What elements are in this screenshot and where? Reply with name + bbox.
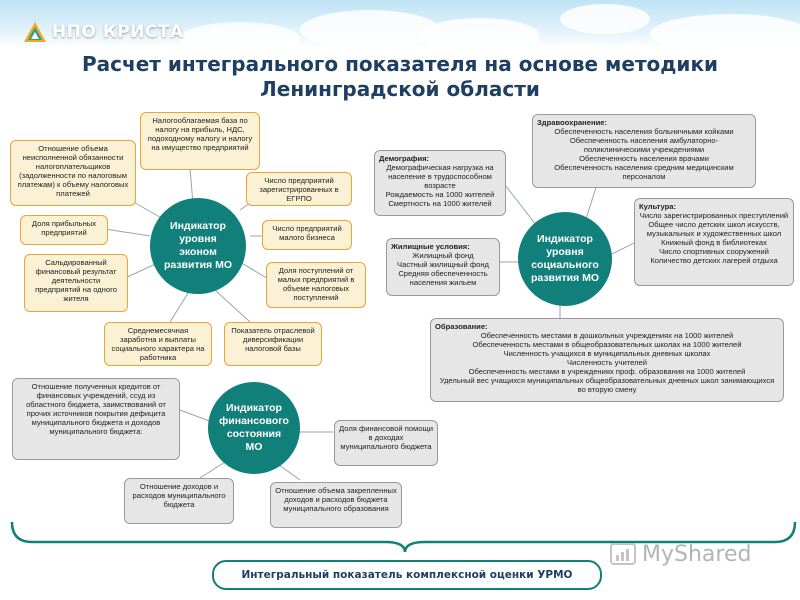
box-fixed-income-ratio: Отношение объема закрепленных доходов и расходов бюджета муниципального образования <box>270 482 402 528</box>
box-wages: Среднемесячная заработна и выплаты социального характера на работника <box>104 322 212 366</box>
box-culture: Культура: Число зарегистрированных преступлений Общее число детских школ искусств, музыкальных и художественных школ Книжный фонд в библиотеках Число спортивных сооружений Количество детских лагерей отдыха <box>634 198 794 286</box>
indicator-social-circle <box>518 212 612 306</box>
watermark <box>610 540 751 568</box>
integral-indicator-label: Интегральный показатель комплексной оценки УРМО <box>241 569 573 581</box>
indicator-financial-label: Индикатор финансового состояния МО <box>219 402 289 453</box>
page-title: Расчет интегрального показателя на основе методики Ленинградской области <box>81 52 719 101</box>
box-housing: Жилищные условия: Жилищный фонд Частный жилищный фонд Средняя обеспеченность населения жильем <box>386 238 500 296</box>
box-unfulfilled-obligations: Отношение объема неисполненной обязанности налогоплательщиков (задолженности по налоговым платежам) к объему налоговых платежей <box>10 140 136 206</box>
indicator-social-label: Индикатор уровня социального развития МО <box>530 233 600 284</box>
box-income-expense-ratio: Отношение доходов и расходов муниципального бюджета <box>124 478 234 524</box>
indicator-financial-circle <box>208 382 300 474</box>
logo-text: НПО КРИСТА <box>52 22 184 42</box>
box-tax-base: Налогооблагаемая база по налогу на прибыль, НДС, подоходному налогу и налогу на имущество предприятий <box>140 112 260 170</box>
indicator-economic-label: Индикатор уровня эконом развития МО <box>163 220 233 271</box>
box-small-business: Число предприятий малого бизнеса <box>262 220 352 250</box>
box-balanced-result: Сальдированный финансовый результат деятельности предприятий на одного жителя <box>24 254 128 312</box>
integral-indicator-box <box>212 560 602 590</box>
box-diversification: Показатель отраслевой диверсификации налоговой базы <box>224 322 322 366</box>
box-small-receipts: Доля поступлений от малых предприятий в объеме налоговых поступлений <box>266 262 366 308</box>
presentation-icon <box>610 543 636 565</box>
box-profitable-enterprises: Доля прибыльных предприятий <box>20 215 108 245</box>
box-credits-ratio: Отношение полученных кредитов от финансовых учреждений, ссуд из областного бюджета, заимствований от прочих источников покрытия дефицита муниципального бюджета и доходов муниципального бюджета: <box>12 378 180 460</box>
box-education: Образование: Обеспеченность местами в дошкольных учреждениях на 1000 жителей Обеспеченность местами в общеобразовательных школах на 1000 жителей Численность учащихся в муниципальных дневных школах Численность учителей Обеспеченность местами в учреждениях проф. образования на 1000 жителей Удельный вес учащихся муниципальных общеобразовательных дневных школ занимающихся во вторую смену <box>430 318 784 402</box>
box-enterprises-egrpo: Число предприятий зарегистрированных в ЕГРПО <box>246 172 352 206</box>
box-health: Здравоохранение: Обеспеченность населения больничными койками Обеспеченность населения амбулаторно-поликлиническими учреждениями Обеспеченность населения врачами Обеспеченность населения средним медицинским персоналом <box>532 114 756 188</box>
box-demography: Демография: Демографическая нагрузка на население в трудоспособном возрасте Рождаемость на 1000 жителей Смертность на 1000 жителей <box>374 150 506 216</box>
indicator-economic-circle <box>150 198 246 294</box>
watermark-text: MyShared <box>642 541 752 567</box>
box-financial-aid: Доля финансовой помощи в доходах муниципального бюджета <box>334 420 438 466</box>
